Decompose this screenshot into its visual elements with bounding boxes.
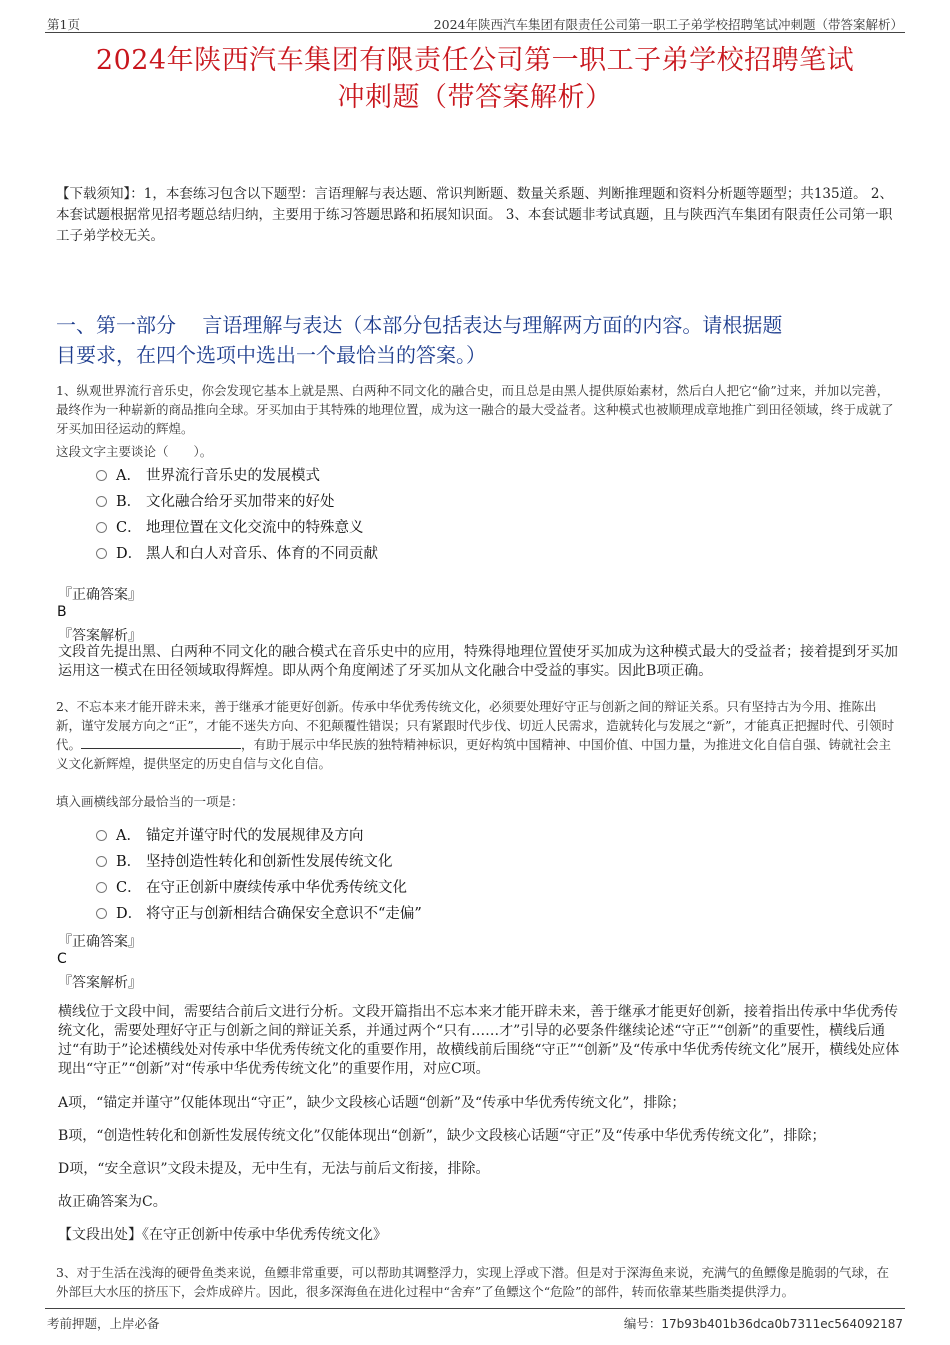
radio-icon[interactable] bbox=[96, 470, 107, 481]
section-heading-line2: 目要求，在四个选项中选出一个最恰当的答案。） bbox=[56, 343, 486, 367]
radio-icon[interactable] bbox=[96, 496, 107, 507]
question-3-text: 3、对于生活在浅海的硬骨鱼类来说，鱼鳔非常重要，可以帮助其调整浮力，实现上浮或下潜。但是对于深海鱼来说，充满气的鱼鳔像是脆弱的气球，在外部巨大水压的挤压下，会炸成碎片。因此，很多深海鱼在进化过程中“舍弃”了鱼鳔这个“危险”的部件，转而依靠某些脂类提供浮力。 bbox=[56, 1265, 889, 1299]
question-2-note-a: A项，“锚定并谨守”仅能体现出“守正”，缺少文段核心话题“创新”及“传承中华优秀传统文化”，排除； bbox=[58, 1095, 686, 1111]
radio-icon[interactable] bbox=[96, 522, 107, 533]
question-1-answer-label: 『正确答案』 bbox=[58, 587, 142, 603]
question-2-option-b[interactable]: B． 坚持创造性转化和创新性发展传统文化 bbox=[96, 850, 393, 872]
question-2-analysis: 横线位于文段中间，需要结合前后文进行分析。文段开篇指出不忘本来才能开辟未来，善于继承才能更好创新，接着指出传承中华优秀传统文化，需要处理好守正与创新之间的辩证关系，并通过两个“只有……才”引导的必要条件继续论述“守正”“创新”的重要性，横线后通过“有助于”论述横线处对传承中华优秀传统文化的重要作用，故横线前后围绕“守正”“创新”及“传承中华优秀传统文化”展开，横线处应体现出“守正”“创新”对“传承中华优秀传统文化”的重要作用，对应C项。 bbox=[58, 1004, 900, 1077]
radio-icon[interactable] bbox=[96, 908, 107, 919]
question-1-option-a[interactable]: A． 世界流行音乐史的发展模式 bbox=[96, 464, 320, 486]
fill-blank bbox=[81, 736, 241, 749]
footer-slogan: 考前押题，上岸必备 bbox=[47, 1316, 160, 1331]
document-title-line2: 冲刺题（带答案解析） bbox=[337, 82, 613, 113]
footer-code: 编号：17b93b401b36dca0b7311ec564092187 bbox=[623, 1316, 903, 1331]
question-2-answer-label: 『正确答案』 bbox=[58, 934, 142, 950]
question-1-option-d[interactable]: D． 黑人和白人对音乐、体育的不同贡献 bbox=[96, 542, 378, 564]
document-title-line1: 2024年陕西汽车集团有限责任公司第一职工子弟学校招聘笔试 bbox=[95, 45, 855, 76]
radio-icon[interactable] bbox=[96, 856, 107, 867]
question-2-answer: C bbox=[57, 951, 67, 967]
page-header bbox=[45, 12, 905, 33]
question-2-conclusion: 故正确答案为C。 bbox=[58, 1194, 167, 1210]
section-heading bbox=[56, 310, 894, 370]
question-2-text: 2、不忘本来才能开辟未来，善于继承才能更好创新。传承中华优秀传统文化，必须要处理好守正与创新之间的辩证关系。只有坚持古为今用、推陈出新，谨守发展方向之“正”，才能不迷失方向、不犯颠覆性错误；只有紧跟时代步伐、切近人民需求，造就转化与发展之“新”，才能真正把握时代、引领时代。 ，有助于展示中华民族的独特精神标识，更好构筑中国精神、中国价值、中国力量，为推进文化自信自强、铸就社会主义文化新辉煌，提供坚定的历史自信与文化自信。 bbox=[56, 699, 895, 771]
question-1-prompt: 这段文字主要谈论（ ）。 bbox=[56, 444, 213, 459]
page-number: 第1页 bbox=[47, 17, 80, 32]
download-notice: 【下载须知】：1，本套练习包含以下题型：言语理解与表达题、常识判断题、数量关系题、判断推理题和资料分析题等题型；共135道。 2、本套试题根据常见招考题总结归纳，主要用于练习答题思路和拓展知识面。 3、本套试题非考试真题，且与陕西汽车集团有限责任公司第一职工子弟学校无关。 bbox=[56, 186, 893, 244]
question-1-text: 1、纵观世界流行音乐史，你会发现它基本上就是黑、白两种不同文化的融合史，而且总是由黑人提供原始素材，然后白人把它“偷”过来，并加以完善，最终作为一种崭新的商品推向全球。牙买加由于其特殊的地理位置，成为这一融合的最大受益者。这种模式也被顺理成章地推广到田径领域，终于成就了牙买加田径运动的辉煌。 bbox=[56, 383, 894, 436]
section-heading-line1: 一、第一部分 言语理解与表达（本部分包括表达与理解两方面的内容。请根据题 bbox=[56, 313, 783, 337]
radio-icon[interactable] bbox=[96, 830, 107, 841]
question-2-analysis-label: 『答案解析』 bbox=[58, 975, 142, 991]
page-footer bbox=[45, 1308, 905, 1331]
question-1-analysis-label: 『答案解析』 bbox=[58, 628, 142, 644]
question-1-answer: B bbox=[57, 604, 67, 620]
header-doc-title: 2024年陕西汽车集团有限责任公司第一职工子弟学校招聘笔试冲刺题（带答案解析） bbox=[433, 17, 903, 32]
question-2-source: 【文段出处】《在守正创新中传承中华优秀传统文化》 bbox=[58, 1227, 387, 1243]
question-2-prompt: 填入画横线部分最恰当的一项是： bbox=[56, 794, 244, 809]
question-1-option-c[interactable]: C． 地理位置在文化交流中的特殊意义 bbox=[96, 516, 364, 538]
question-2-option-c[interactable]: C． 在守正创新中赓续传承中华优秀传统文化 bbox=[96, 876, 407, 898]
question-2-note-b: B项，“创造性转化和创新性发展传统文化”仅能体现出“创新”，缺少文段核心话题“守正”及“传承中华优秀传统文化”，排除； bbox=[58, 1128, 826, 1144]
question-2-option-d[interactable]: D． 将守正与创新相结合确保安全意识不“走偏” bbox=[96, 902, 422, 924]
radio-icon[interactable] bbox=[96, 882, 107, 893]
question-2-note-d: D项，“安全意识”文段未提及，无中生有，无法与前后文衔接，排除。 bbox=[58, 1161, 490, 1177]
document-title bbox=[40, 42, 910, 116]
question-2-option-a[interactable]: A． 锚定并谨守时代的发展规律及方向 bbox=[96, 824, 364, 846]
radio-icon[interactable] bbox=[96, 548, 107, 559]
question-1-analysis: 文段首先提出黑、白两种不同文化的融合模式在音乐史中的应用，特殊得地理位置使牙买加成为这种模式最大的受益者；接着提到牙买加运用这一模式在田径领域取得辉煌。即从两个角度阐述了牙买加从文化融合中受益的事实。因此B项正确。 bbox=[58, 644, 898, 679]
question-1-option-b[interactable]: B． 文化融合给牙买加带来的好处 bbox=[96, 490, 335, 512]
